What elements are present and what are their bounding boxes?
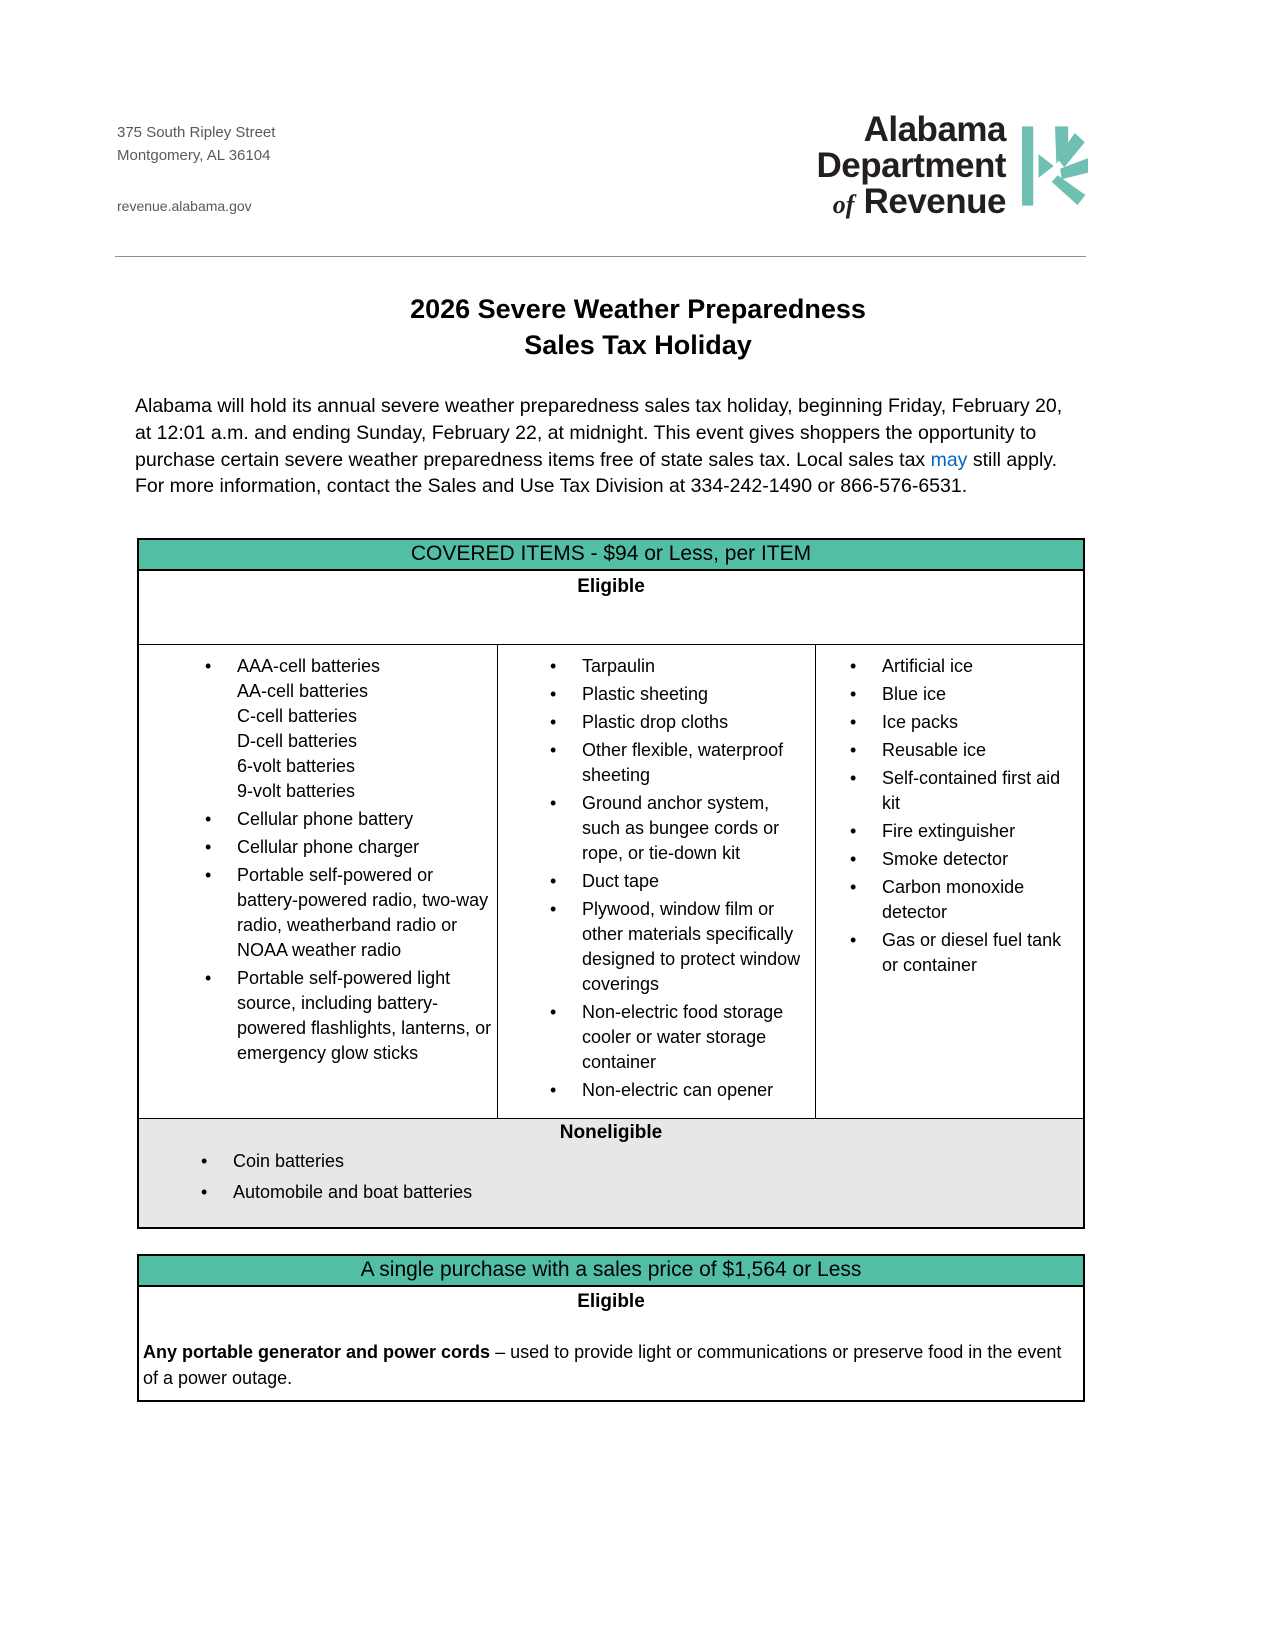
logo-revenue-word: Revenue [863,182,1006,222]
logo-line-1: Alabama [863,109,1006,149]
list-item: • Portable self-powered light source, including battery-powered flashlights, lanterns, or emergency glow sticks [203,966,493,1066]
list-item: • Self-contained first aid kit [848,766,1079,816]
address-line-1: 375 South Ripley Street [117,124,276,141]
ador-logo-text [816,109,1006,222]
may-link[interactable]: may [930,448,968,471]
logo-line-3 [817,184,1006,220]
list-item: • Blue ice [848,682,1079,707]
list-item: • Gas or diesel fuel tank or container [848,928,1079,978]
eligible-list-2 [502,654,811,1103]
single-purchase-body [137,1287,1085,1401]
noneligible-label: Noneligible [559,1122,663,1144]
list-item: • Portable self-powered or battery-powered radio, two-way radio, weatherband radio or NOAA weather radio [203,863,493,963]
address-line-2: Montgomery, AL 36104 [117,146,271,164]
list-item: • Ice packs [848,710,1079,735]
list-item: • Reusable ice [848,738,1079,763]
letterhead [0,0,1276,258]
noneligible-list [139,1149,1083,1205]
list-item: • Tarpaulin [548,654,811,679]
ador-star-icon [1022,110,1088,222]
list-item: • Smoke detector [848,847,1079,872]
intro-text-before: Alabama will hold its annual severe weather preparedness sales tax holiday, beginning Friday, February 20, at 12:01 a.m. and ending Sunday, February 22, at midnight. This event gives shoppers the opportunity to purchase certain severe weather preparedness items free of state sales tax. Local sales tax [135,395,1063,471]
list-item: • Automobile and boat batteries [199,1180,1083,1205]
address-block [117,122,275,167]
single-purchase-header: A single purchase with a sales price of $1,564 or Less [137,1254,1085,1287]
list-item: • Fire extinguisher [848,819,1079,844]
noneligible-section [139,1118,1083,1227]
letterhead-divider [115,256,1086,257]
list-item: • Non-electric food storage cooler or water storage container [548,1000,811,1075]
covered-items-body [137,571,1085,1229]
generator-bold-text: Any portable generator and power cords [143,1342,491,1363]
generator-rest-text: – used to provide light or communications or preserve food in the event of a power outage. [143,1342,1062,1389]
eligible-columns [139,645,1083,1118]
list-item: • Plastic drop cloths [548,710,811,735]
list-item: • Ground anchor system, such as bungee cords or rope, or tie-down kit [548,791,811,866]
list-item: • AAA-cell batteries AA-cell batteries C-cell batteries D-cell batteries 6-volt batteries 9-volt batteries [203,654,493,804]
list-item: • Cellular phone battery [203,807,493,832]
list-item: • Plywood, window film or other materials specifically designed to protect window coverings [548,897,811,997]
single-purchase-table [137,1254,1085,1401]
covered-items-table [137,538,1085,1229]
eligible-list-3 [820,654,1079,978]
list-item: • Cellular phone charger [203,835,493,860]
title-line-1: 2026 Severe Weather Preparedness [410,294,866,324]
covered-items-header: COVERED ITEMS - $94 or Less, per ITEM [137,538,1085,571]
list-item: • Other flexible, waterproof sheeting [548,738,811,788]
single-purchase-eligible-label: Eligible [577,1291,645,1313]
list-item: • Plastic sheeting [548,682,811,707]
logo-line-2: Department [816,145,1006,185]
list-item: • Artificial ice [848,654,1079,679]
eligible-column-1 [139,645,498,1118]
eligible-column-3 [816,645,1083,1118]
eligible-list-1 [143,654,493,1066]
eligible-column-2 [498,645,816,1118]
website-text: revenue.alabama.gov [117,198,252,214]
intro-paragraph [135,393,1079,500]
page-title [0,292,1276,363]
logo-of-word: of [832,190,855,220]
single-purchase-text [139,1317,1083,1391]
eligible-label: Eligible [139,571,1083,645]
ador-logo [817,110,1088,222]
list-item: • Coin batteries [199,1149,1083,1174]
list-item: • Duct tape [548,869,811,894]
list-item: • Non-electric can opener [548,1078,811,1103]
list-item: • Carbon monoxide detector [848,875,1079,925]
title-line-2: Sales Tax Holiday [524,329,752,360]
intro-text-after: still apply. For more information, contact the Sales and Use Tax Division at 334-242-1490 or 866-576-6531. [135,448,1058,498]
